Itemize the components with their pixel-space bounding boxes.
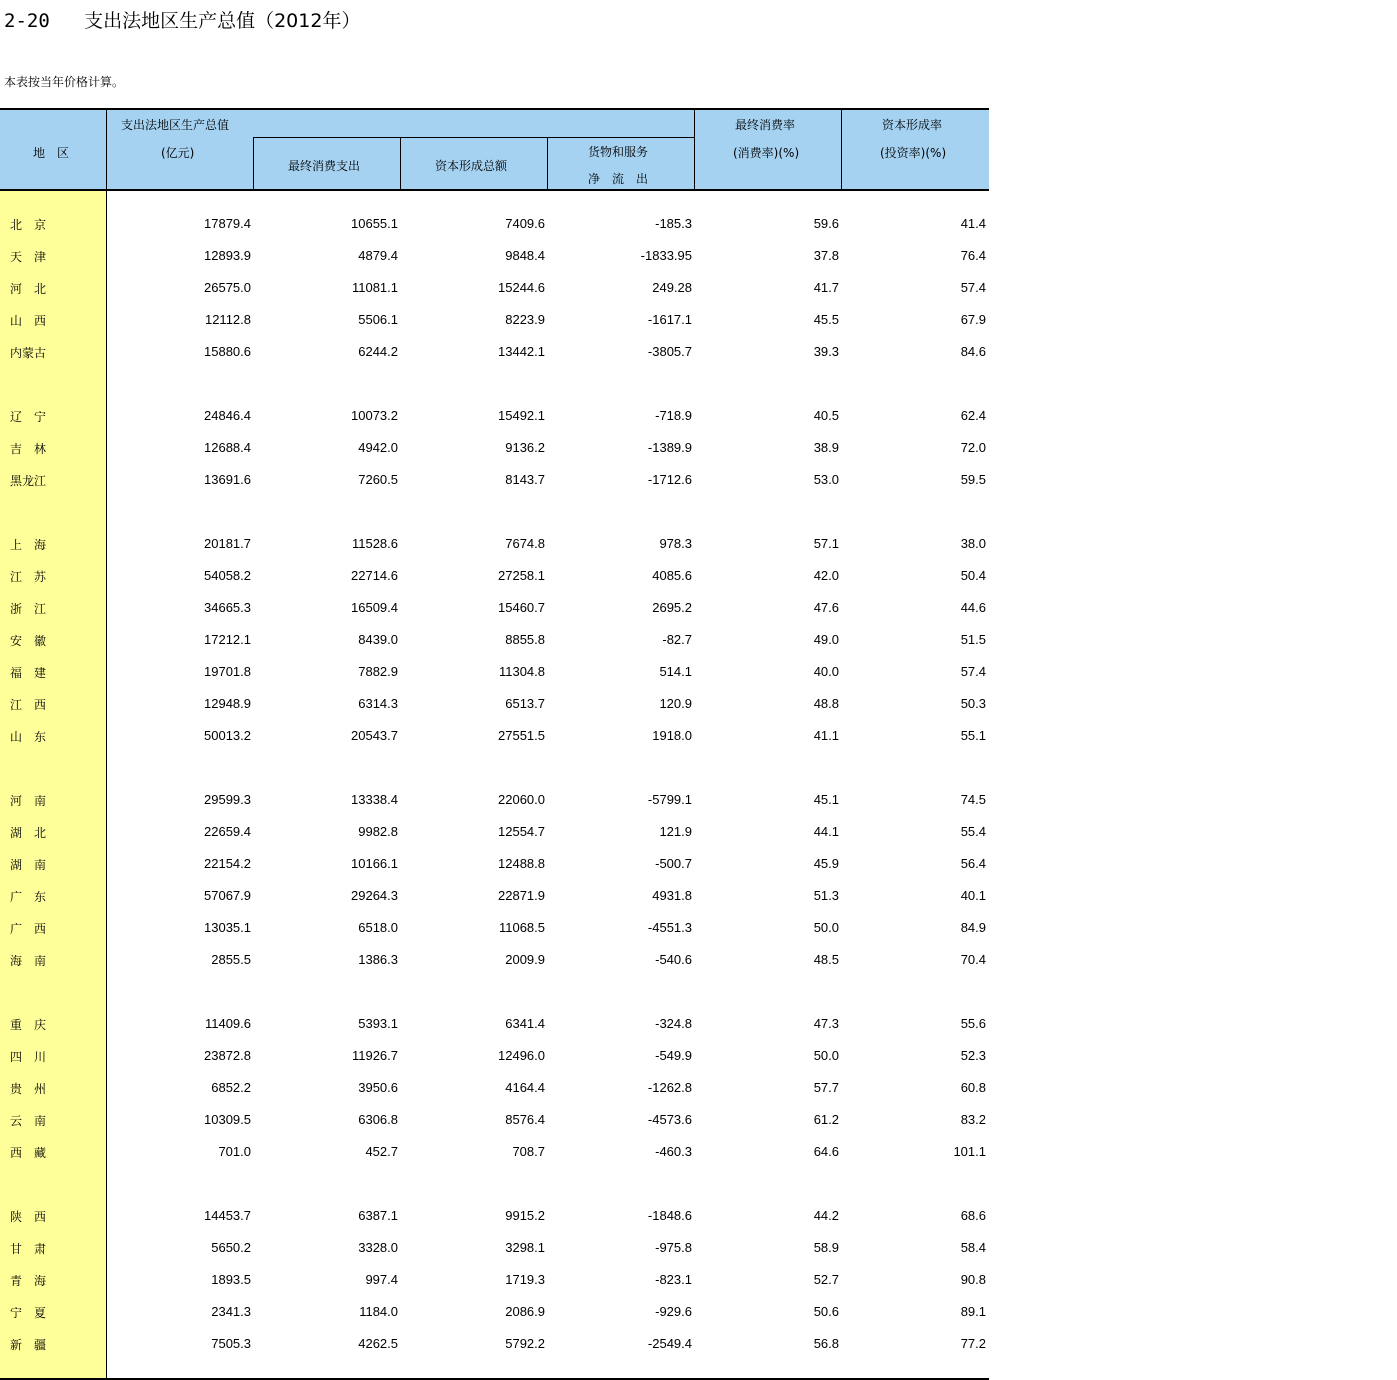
cell-ir: 72.0 xyxy=(960,440,986,455)
cell-cf: 9915.2 xyxy=(505,1208,545,1223)
region-name: 云 南 xyxy=(10,1114,47,1128)
region-name: 福 建 xyxy=(10,666,47,680)
region-name: 甘 肃 xyxy=(10,1242,47,1256)
cell-gdp: 24846.4 xyxy=(204,408,251,423)
region-name: 河 北 xyxy=(10,282,47,296)
region-name: 贵 州 xyxy=(10,1082,47,1096)
table-row xyxy=(0,470,989,490)
cell-fc: 8439.0 xyxy=(358,632,398,647)
cell-gdp: 12893.9 xyxy=(204,248,251,263)
cell-cf: 9848.4 xyxy=(505,248,545,263)
table-row xyxy=(0,950,989,970)
cell-ir: 77.2 xyxy=(960,1336,986,1351)
cell-ir: 44.6 xyxy=(960,600,986,615)
table-code: 2-20 xyxy=(4,10,50,32)
cell-ne: -3805.7 xyxy=(647,344,692,359)
cell-ne: 4085.6 xyxy=(652,568,692,583)
cell-ne: -500.7 xyxy=(655,856,692,871)
table-row xyxy=(0,342,989,362)
cell-fc: 997.4 xyxy=(365,1272,398,1287)
header-investment-rate-2: (投资率)(%) xyxy=(880,146,947,160)
cell-ne: 978.3 xyxy=(659,536,692,551)
cell-ne: -540.6 xyxy=(655,952,692,967)
cell-cr: 59.6 xyxy=(813,216,839,231)
cell-fc: 452.7 xyxy=(365,1144,398,1159)
region-name: 山 西 xyxy=(10,314,47,328)
table-row xyxy=(0,1270,989,1290)
cell-cr: 41.7 xyxy=(813,280,839,295)
cell-ne: -1262.8 xyxy=(647,1080,692,1095)
cell-fc: 10655.1 xyxy=(351,216,398,231)
cell-cr: 40.0 xyxy=(813,664,839,679)
cell-ne: 120.9 xyxy=(659,696,692,711)
region-name: 浙 江 xyxy=(10,602,47,616)
cell-gdp: 22154.2 xyxy=(204,856,251,871)
table-row xyxy=(0,246,989,266)
cell-cf: 15244.6 xyxy=(498,280,545,295)
header-consumption-rate-2: (消费率)(%) xyxy=(733,146,800,160)
cell-cf: 12496.0 xyxy=(498,1048,545,1063)
region-name: 重 庆 xyxy=(10,1018,47,1032)
cell-gdp: 26575.0 xyxy=(204,280,251,295)
cell-cr: 39.3 xyxy=(813,344,839,359)
region-name: 天 津 xyxy=(10,250,47,264)
cell-fc: 10166.1 xyxy=(351,856,398,871)
region-name: 海 南 xyxy=(10,954,47,968)
cell-ir: 55.4 xyxy=(960,824,986,839)
cell-fc: 5393.1 xyxy=(358,1016,398,1031)
cell-ir: 50.3 xyxy=(960,696,986,711)
cell-ir: 84.9 xyxy=(960,920,986,935)
cell-gdp: 12688.4 xyxy=(204,440,251,455)
table-row xyxy=(0,1046,989,1066)
cell-cr: 49.0 xyxy=(813,632,839,647)
region-name: 西 藏 xyxy=(10,1146,47,1160)
table-row xyxy=(0,1110,989,1130)
cell-cf: 5792.2 xyxy=(505,1336,545,1351)
cell-gdp: 23872.8 xyxy=(204,1048,251,1063)
cell-fc: 11081.1 xyxy=(351,280,398,295)
cell-gdp: 50013.2 xyxy=(204,728,251,743)
table-row xyxy=(0,726,989,746)
header-gdp: 支出法地区生产总值 xyxy=(121,118,230,132)
cell-fc: 11528.6 xyxy=(351,536,398,551)
cell-ir: 68.6 xyxy=(960,1208,986,1223)
cell-gdp: 13691.6 xyxy=(204,472,251,487)
table-row xyxy=(0,854,989,874)
cell-gdp: 2341.3 xyxy=(211,1304,251,1319)
table-row xyxy=(0,406,989,426)
cell-ne: -975.8 xyxy=(655,1240,692,1255)
table-row xyxy=(0,1142,989,1162)
cell-fc: 10073.2 xyxy=(351,408,398,423)
cell-ir: 89.1 xyxy=(960,1304,986,1319)
cell-ir: 57.4 xyxy=(960,280,986,295)
cell-fc: 7260.5 xyxy=(358,472,398,487)
cell-fc: 13338.4 xyxy=(351,792,398,807)
cell-ne: -82.7 xyxy=(662,632,692,647)
cell-fc: 3950.6 xyxy=(358,1080,398,1095)
cell-cr: 41.1 xyxy=(813,728,839,743)
cell-cr: 37.8 xyxy=(813,248,839,263)
cell-fc: 16509.4 xyxy=(351,600,398,615)
cell-ir: 38.0 xyxy=(960,536,986,551)
region-name: 新 疆 xyxy=(10,1338,47,1352)
cell-gdp: 14453.7 xyxy=(204,1208,251,1223)
cell-ir: 41.4 xyxy=(960,216,986,231)
cell-ir: 84.6 xyxy=(960,344,986,359)
cell-fc: 5506.1 xyxy=(358,312,398,327)
cell-gdp: 17212.1 xyxy=(204,632,251,647)
cell-cf: 7674.8 xyxy=(505,536,545,551)
cell-ne: 249.28 xyxy=(652,280,692,295)
cell-cf: 6341.4 xyxy=(505,1016,545,1031)
cell-gdp: 7505.3 xyxy=(211,1336,251,1351)
cell-fc: 6244.2 xyxy=(358,344,398,359)
cell-ir: 56.4 xyxy=(960,856,986,871)
cell-cf: 6513.7 xyxy=(505,696,545,711)
cell-cr: 42.0 xyxy=(813,568,839,583)
cell-ir: 50.4 xyxy=(960,568,986,583)
cell-ne: 1918.0 xyxy=(652,728,692,743)
cell-ne: -1833.95 xyxy=(640,248,692,263)
region-name: 安 徽 xyxy=(10,634,47,648)
table-row xyxy=(0,1302,989,1322)
cell-fc: 4262.5 xyxy=(358,1336,398,1351)
cell-cf: 15460.7 xyxy=(498,600,545,615)
cell-cf: 27258.1 xyxy=(498,568,545,583)
table-row xyxy=(0,598,989,618)
table-row xyxy=(0,662,989,682)
cell-cf: 4164.4 xyxy=(505,1080,545,1095)
region-name: 内蒙古 xyxy=(10,346,47,360)
table-row xyxy=(0,918,989,938)
cell-ne: -185.3 xyxy=(655,216,692,231)
region-name: 吉 林 xyxy=(10,442,47,456)
region-name: 湖 北 xyxy=(10,826,47,840)
region-name: 上 海 xyxy=(10,538,47,552)
cell-cf: 7409.6 xyxy=(505,216,545,231)
cell-gdp: 54058.2 xyxy=(204,568,251,583)
cell-cf: 13442.1 xyxy=(498,344,545,359)
table-row xyxy=(0,1014,989,1034)
cell-ir: 40.1 xyxy=(960,888,986,903)
cell-fc: 7882.9 xyxy=(358,664,398,679)
cell-cf: 1719.3 xyxy=(505,1272,545,1287)
cell-fc: 4942.0 xyxy=(358,440,398,455)
cell-cf: 22871.9 xyxy=(498,888,545,903)
cell-ir: 101.1 xyxy=(953,1144,986,1159)
cell-cr: 50.0 xyxy=(813,920,839,935)
cell-cf: 11068.5 xyxy=(498,920,545,935)
cell-cr: 45.9 xyxy=(813,856,839,871)
cell-gdp: 12112.8 xyxy=(204,312,251,327)
cell-ne: -823.1 xyxy=(655,1272,692,1287)
cell-ir: 55.1 xyxy=(960,728,986,743)
cell-ir: 76.4 xyxy=(960,248,986,263)
cell-gdp: 19701.8 xyxy=(204,664,251,679)
table-row xyxy=(0,534,989,554)
cell-ir: 60.8 xyxy=(960,1080,986,1095)
cell-fc: 3328.0 xyxy=(358,1240,398,1255)
cell-cr: 61.2 xyxy=(813,1112,839,1127)
cell-cf: 27551.5 xyxy=(498,728,545,743)
cell-fc: 11926.7 xyxy=(351,1048,398,1063)
table-row xyxy=(0,310,989,330)
cell-fc: 6387.1 xyxy=(358,1208,398,1223)
table-row xyxy=(0,1238,989,1258)
cell-fc: 9982.8 xyxy=(358,824,398,839)
cell-cf: 12554.7 xyxy=(498,824,545,839)
cell-cr: 44.2 xyxy=(813,1208,839,1223)
cell-cf: 22060.0 xyxy=(498,792,545,807)
cell-cf: 8143.7 xyxy=(505,472,545,487)
header-region: 地 区 xyxy=(33,146,70,160)
cell-fc: 20543.7 xyxy=(351,728,398,743)
cell-gdp: 20181.7 xyxy=(204,536,251,551)
region-name: 辽 宁 xyxy=(10,410,47,424)
region-name: 湖 南 xyxy=(10,858,47,872)
cell-ne: -1389.9 xyxy=(647,440,692,455)
table-row xyxy=(0,1334,989,1354)
cell-cr: 52.7 xyxy=(813,1272,839,1287)
cell-fc: 4879.4 xyxy=(358,248,398,263)
cell-cf: 2009.9 xyxy=(505,952,545,967)
cell-ir: 90.8 xyxy=(960,1272,986,1287)
cell-gdp: 6852.2 xyxy=(211,1080,251,1095)
cell-ne: 514.1 xyxy=(659,664,692,679)
header-net-exports: 货物和服务 xyxy=(588,145,649,159)
region-name: 山 东 xyxy=(10,730,47,744)
cell-fc: 6306.8 xyxy=(358,1112,398,1127)
cell-fc: 1184.0 xyxy=(359,1304,398,1319)
cell-cf: 15492.1 xyxy=(498,408,545,423)
cell-gdp: 12948.9 xyxy=(204,696,251,711)
region-name: 江 苏 xyxy=(10,570,47,584)
cell-ir: 67.9 xyxy=(960,312,986,327)
cell-gdp: 17879.4 xyxy=(204,216,251,231)
table-header xyxy=(0,108,989,191)
cell-ne: -4573.6 xyxy=(647,1112,692,1127)
cell-cr: 48.8 xyxy=(813,696,839,711)
cell-ir: 59.5 xyxy=(960,472,986,487)
cell-ne: 121.9 xyxy=(659,824,692,839)
table-row xyxy=(0,1078,989,1098)
cell-ne: -549.9 xyxy=(655,1048,692,1063)
cell-cr: 44.1 xyxy=(813,824,839,839)
table-row xyxy=(0,886,989,906)
table-note: 本表按当年价格计算。 xyxy=(4,75,125,89)
cell-gdp: 57067.9 xyxy=(204,888,251,903)
table-row xyxy=(0,790,989,810)
cell-fc: 22714.6 xyxy=(351,568,398,583)
cell-ne: -4551.3 xyxy=(647,920,692,935)
cell-ne: -1848.6 xyxy=(647,1208,692,1223)
cell-cr: 50.6 xyxy=(813,1304,839,1319)
cell-cr: 56.8 xyxy=(813,1336,839,1351)
cell-gdp: 2855.5 xyxy=(211,952,251,967)
table-row xyxy=(0,630,989,650)
cell-ir: 62.4 xyxy=(960,408,986,423)
cell-cf: 8576.4 xyxy=(505,1112,545,1127)
cell-cr: 51.3 xyxy=(813,888,839,903)
table-row xyxy=(0,278,989,298)
table-row xyxy=(0,438,989,458)
cell-gdp: 5650.2 xyxy=(211,1240,251,1255)
cell-cr: 48.5 xyxy=(813,952,839,967)
cell-cr: 47.3 xyxy=(813,1016,839,1031)
cell-gdp: 34665.3 xyxy=(204,600,251,615)
table-row xyxy=(0,214,989,234)
cell-cf: 8223.9 xyxy=(505,312,545,327)
data-table xyxy=(0,108,989,1380)
region-name: 四 川 xyxy=(10,1050,47,1064)
cell-cf: 8855.8 xyxy=(505,632,545,647)
region-name: 江 西 xyxy=(10,698,47,712)
cell-cr: 40.5 xyxy=(813,408,839,423)
region-name: 河 南 xyxy=(10,794,47,808)
cell-ne: -1712.6 xyxy=(647,472,692,487)
cell-gdp: 701.0 xyxy=(218,1144,251,1159)
cell-ir: 83.2 xyxy=(960,1112,986,1127)
table-name: 支出法地区生产总值（2012年） xyxy=(84,10,361,32)
cell-gdp: 22659.4 xyxy=(204,824,251,839)
cell-ne: 4931.8 xyxy=(652,888,692,903)
cell-cr: 50.0 xyxy=(813,1048,839,1063)
cell-cr: 64.6 xyxy=(813,1144,839,1159)
header-gdp-unit: (亿元) xyxy=(161,146,195,160)
cell-ne: -2549.4 xyxy=(647,1336,692,1351)
cell-ne: -324.8 xyxy=(655,1016,692,1031)
cell-cr: 38.9 xyxy=(813,440,839,455)
cell-ir: 57.4 xyxy=(960,664,986,679)
cell-ir: 52.3 xyxy=(960,1048,986,1063)
cell-cf: 11304.8 xyxy=(498,664,545,679)
region-name: 陕 西 xyxy=(10,1210,47,1224)
cell-cf: 3298.1 xyxy=(505,1240,545,1255)
cell-cf: 2086.9 xyxy=(505,1304,545,1319)
region-name: 青 海 xyxy=(10,1274,47,1288)
cell-ir: 74.5 xyxy=(960,792,986,807)
cell-fc: 6518.0 xyxy=(358,920,398,935)
cell-cr: 47.6 xyxy=(813,600,839,615)
cell-gdp: 15880.6 xyxy=(204,344,251,359)
region-name: 广 东 xyxy=(10,890,47,904)
cell-ne: -5799.1 xyxy=(647,792,692,807)
cell-ir: 51.5 xyxy=(960,632,986,647)
table-row xyxy=(0,566,989,586)
header-capital-formation: 资本形成总额 xyxy=(435,159,508,173)
header-net-exports-2: 净 流 出 xyxy=(588,172,649,186)
table-row xyxy=(0,694,989,714)
cell-cr: 57.1 xyxy=(813,536,839,551)
cell-cr: 57.7 xyxy=(813,1080,839,1095)
page-title xyxy=(4,6,360,33)
cell-gdp: 13035.1 xyxy=(204,920,251,935)
cell-cf: 9136.2 xyxy=(505,440,545,455)
region-name: 黑龙江 xyxy=(10,474,47,488)
cell-ir: 55.6 xyxy=(960,1016,986,1031)
cell-cf: 12488.8 xyxy=(498,856,545,871)
cell-cr: 58.9 xyxy=(813,1240,839,1255)
cell-gdp: 11409.6 xyxy=(204,1016,251,1031)
header-investment-rate: 资本形成率 xyxy=(882,118,943,132)
region-name: 宁 夏 xyxy=(10,1306,47,1320)
cell-gdp: 29599.3 xyxy=(204,792,251,807)
cell-ir: 70.4 xyxy=(960,952,986,967)
cell-ne: -718.9 xyxy=(655,408,692,423)
cell-fc: 6314.3 xyxy=(358,696,398,711)
cell-ne: -929.6 xyxy=(655,1304,692,1319)
header-consumption-rate: 最终消费率 xyxy=(735,118,796,132)
header-final-consumption: 最终消费支出 xyxy=(288,159,361,173)
cell-ne: 2695.2 xyxy=(652,600,692,615)
cell-cr: 45.5 xyxy=(813,312,839,327)
region-name: 北 京 xyxy=(10,218,47,232)
cell-ne: -460.3 xyxy=(655,1144,692,1159)
cell-gdp: 10309.5 xyxy=(204,1112,251,1127)
region-column xyxy=(0,191,106,1378)
cell-ne: -1617.1 xyxy=(647,312,692,327)
table-row xyxy=(0,822,989,842)
cell-fc: 29264.3 xyxy=(351,888,398,903)
cell-ir: 58.4 xyxy=(960,1240,986,1255)
cell-gdp: 1893.5 xyxy=(211,1272,251,1287)
cell-cf: 708.7 xyxy=(512,1144,545,1159)
cell-cr: 53.0 xyxy=(813,472,839,487)
table-row xyxy=(0,1206,989,1226)
cell-cr: 45.1 xyxy=(813,792,839,807)
region-name: 广 西 xyxy=(10,922,47,936)
cell-fc: 1386.3 xyxy=(358,952,398,967)
